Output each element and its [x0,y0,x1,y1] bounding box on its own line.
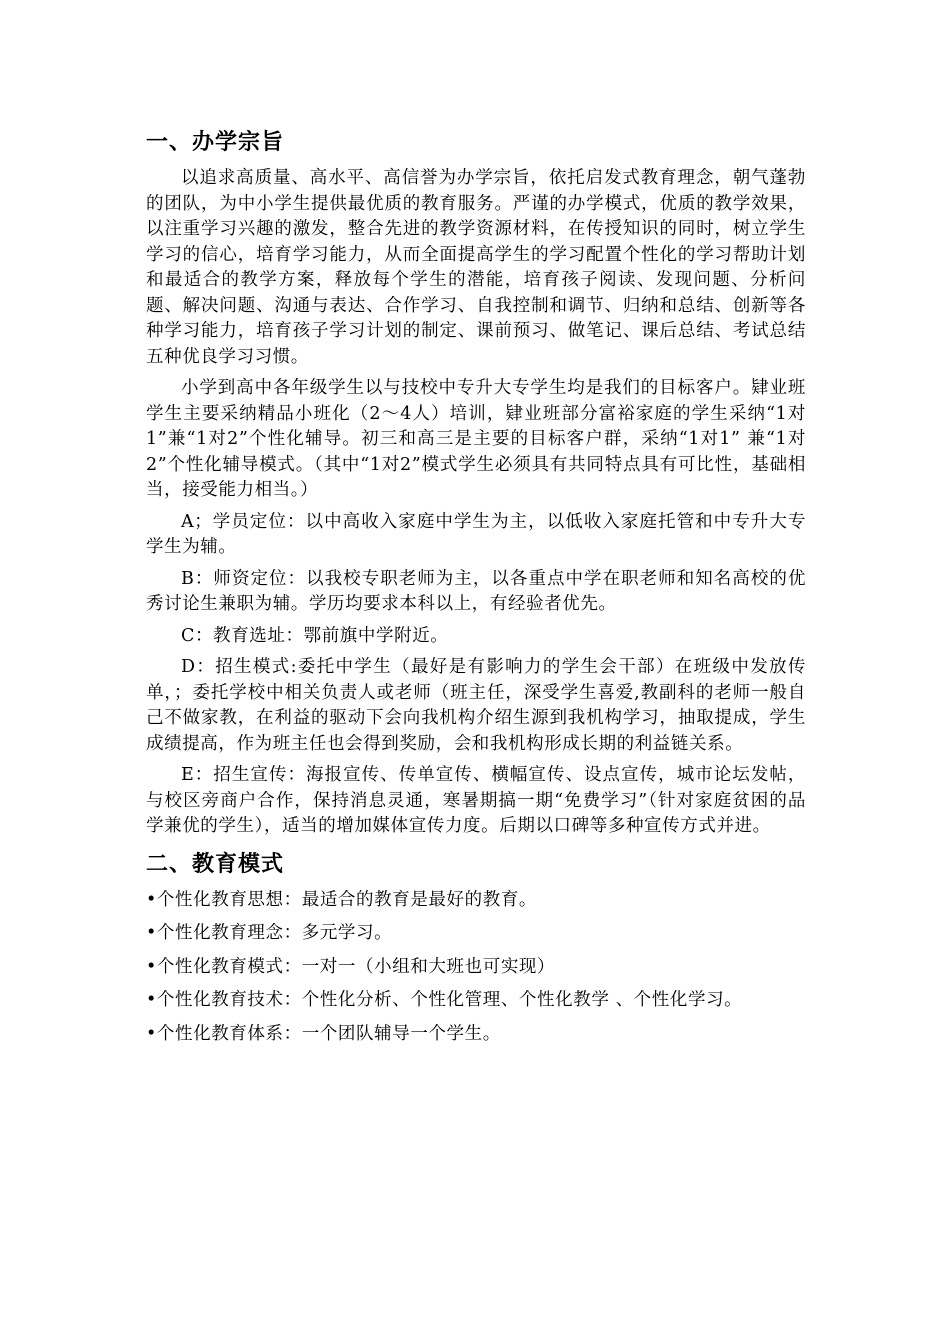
bullet-item-technique: •个性化教育技术：个性化分析、个性化管理、个性化教学 、个性化学习。 [146,990,743,1010]
document-page [146,126,806,1055]
paragraph-enrollment-mode: D：招生模式:委托中学生（最好是有影响力的学生会干部）在班级中发放传单，；委托学校中相关负责人或老师（班主任，深受学生喜爱,教副科的老师一般自己不做家教，在利益的驱动下会向我机构介绍生源到我机构学习，抽取提成，学生成绩提高，作为班主任也会得到奖励，会和我机构形成长期的利益链关系。 [146,657,806,754]
bullet-item-thought: •个性化教育思想：最适合的教育是最好的教育。 [146,889,538,910]
section-heading-education-mode: 二、教育模式 [146,851,285,877]
paragraph-location: C：教育选址：鄂前旗中学附近。 [181,625,449,646]
paragraph-student-positioning: A；学员定位：以中高收入家庭中学生为主，以低收入家庭托管和中专升大专学生为辅。 [146,511,806,557]
paragraph-teacher-positioning: B：师资定位：以我校专职老师为主，以各重点中学在职老师和知名高校的优秀讨论生兼职为辅。学历均要求本科以上，有经验者优先。 [146,568,806,614]
paragraph-target-clients: 小学到高中各年级学生以与技校中专升大专学生均是我们的目标客户。肄业班学生主要采纳精品小班化（2～4人）培训，肄业班部分富裕家庭的学生采纳“1对1”兼“1对2”个性化辅导。初三和高三是主要的目标客户群，采纳“1对1” 兼“1对2”个性化辅导模式。（其中“1对2”模式学生必须具有共同特点具有可比性，基础相当，接受能力相当。） [146,378,806,500]
bullet-item-concept: •个性化教育理念：多元学习。 [146,923,393,943]
bullet-item-system: •个性化教育体系：一个团队辅导一个学生。 [146,1023,501,1044]
paragraph-purpose: 以追求高质量、高水平、高信誉为办学宗旨，依托启发式教育理念，朝气蓬勃的团队，为中小学生提供最优质的教育服务。严谨的办学模式，优质的教学效果，以注重学习兴趣的激发，整合先进的教学资源材料，在传授知识的同时，树立学生学习的信心，培育学习能力，从而全面提高学生的学习配置个性化的学习帮助计划和最适合的教学方案，释放每个学生的潜能，培育孩子阅读、发现问题、分析问题、解决问题、沟通与表达、合作学习、自我控制和调节、归纳和总结、创新等各种学习能力，培育孩子学习计划的制定、课前预习、做笔记、课后总结、考试总结五种优良学习习惯。 [146,168,806,367]
section-heading-purpose: 一、办学宗旨 [146,130,285,155]
paragraph-enrollment-promotion: E：招生宣传：海报宣传、传单宣传、横幅宣传、设点宣传，城市论坛发帖，与校区旁商户合作，保持消息灵通，寒暑期搞一期“免费学习”（针对家庭贫困的品学兼优的学生），适当的增加媒体宣传力度。后期以口碑等多种宣传方式并进。 [146,765,806,836]
bullet-item-model: •个性化教育模式：一对一（小组和大班也可实现） [146,956,556,977]
